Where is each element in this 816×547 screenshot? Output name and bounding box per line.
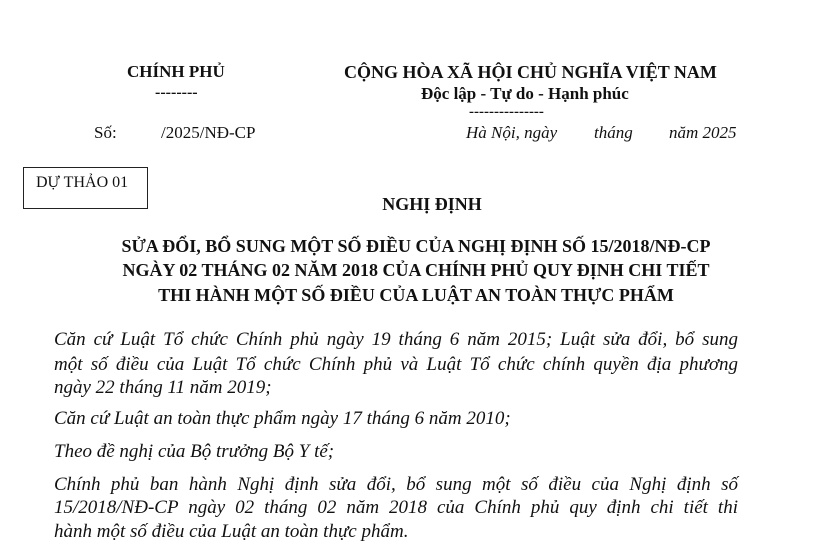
preamble-proposal: Theo đề nghị của Bộ trưởng Bộ Y tế; [54,441,335,462]
promulgation-line-1: Chính phủ ban hành Nghị định sửa đổi, bổ sung một số điều của Nghị định số [54,474,738,495]
national-motto: Độc lập - Tự do - Hạnh phúc [421,84,629,103]
issuing-agency-divider: -------- [155,84,198,101]
document-title-line-3: THI HÀNH MỘT SỐ ĐIỀU CỦA LUẬT AN TOÀN THỰC PHẨM [158,285,674,305]
preamble-basis-2: Căn cứ Luật an toàn thực phẩm ngày 17 tháng 6 năm 2010; [54,408,511,429]
document-number-label: Số: [94,123,117,142]
document-type: NGHỊ ĐỊNH [382,194,482,214]
document-number: /2025/NĐ-CP [161,123,256,142]
promulgation-line-3: hành một số điều của Luật an toàn thực phẩm. [54,521,409,542]
document-title-line-2: NGÀY 02 THÁNG 02 NĂM 2018 CỦA CHÍNH PHỦ QUY ĐỊNH CHI TIẾT [122,260,710,280]
issuing-agency: CHÍNH PHỦ [127,62,225,81]
preamble-basis-1-line-3: ngày 22 tháng 11 năm 2019; [54,377,272,398]
draft-label: DỰ THẢO 01 [36,174,129,191]
preamble-basis-1-line-1: Căn cứ Luật Tổ chức Chính phủ ngày 19 tháng 6 năm 2015; Luật sửa đổi, bổ sung [54,329,738,350]
national-motto-divider: --------------- [469,104,544,120]
issue-date-month: tháng [594,123,633,142]
national-title: CỘNG HÒA XÃ HỘI CHỦ NGHĨA VIỆT NAM [344,62,717,82]
document-title-line-1: SỬA ĐỔI, BỔ SUNG MỘT SỐ ĐIỀU CỦA NGHỊ ĐỊNH SỐ 15/2018/NĐ-CP [121,236,711,256]
issue-date-year: năm 2025 [669,123,737,142]
promulgation-line-2: 15/2018/NĐ-CP ngày 02 tháng 02 năm 2018 của Chính phủ quy định chi tiết thi [54,497,738,518]
preamble-basis-1-line-2: một số điều của Luật Tổ chức Chính phủ và Luật Tổ chức chính quyền địa phương [54,354,738,375]
issue-date-place: Hà Nội, ngày [466,123,558,142]
